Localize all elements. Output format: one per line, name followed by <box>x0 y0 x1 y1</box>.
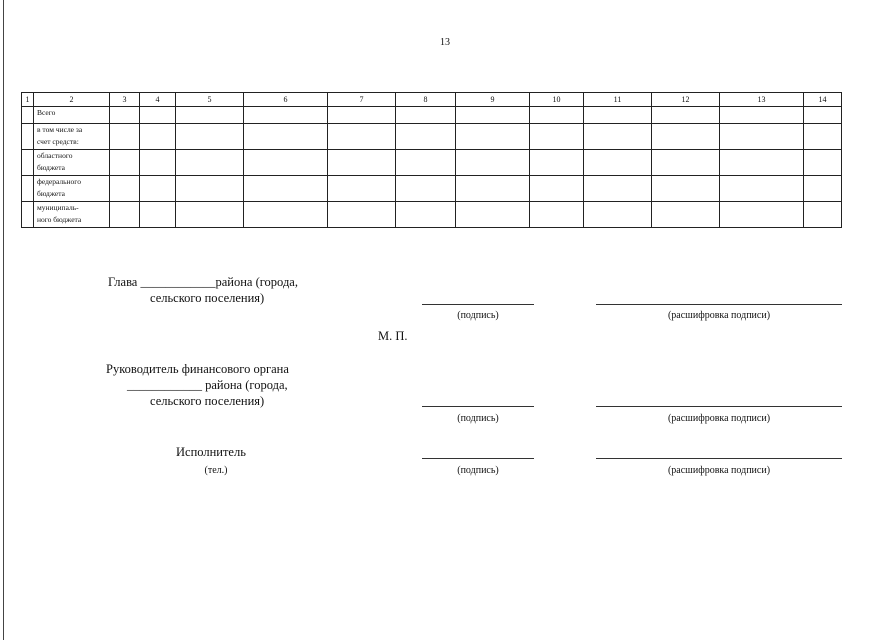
table-cell <box>328 150 396 176</box>
table-row-including <box>22 124 842 150</box>
table-cell <box>244 150 328 176</box>
column-header: 14 <box>804 93 842 107</box>
head-decoding-line <box>596 304 842 305</box>
table-cell <box>110 176 140 202</box>
row-label: федерального бюджета <box>34 176 110 202</box>
table-cell <box>110 150 140 176</box>
table-cell <box>804 176 842 202</box>
table-cell <box>140 202 176 228</box>
table-cell <box>328 202 396 228</box>
head-title-line1: Глава ____________района (города, <box>108 275 298 289</box>
head-title-line2: сельского поселения) <box>150 291 265 305</box>
finance-title-line2: ____________ района (города, <box>127 378 288 392</box>
page-edge-line <box>3 0 4 640</box>
column-header: 7 <box>328 93 396 107</box>
table-cell <box>244 124 328 150</box>
table-cell <box>584 176 652 202</box>
table-cell <box>328 124 396 150</box>
table-cell <box>244 107 328 124</box>
column-header: 10 <box>530 93 584 107</box>
column-header: 3 <box>110 93 140 107</box>
row-label: муниципаль- ного бюджета <box>34 202 110 228</box>
table-cell <box>804 150 842 176</box>
table-cell <box>22 202 34 228</box>
column-header: 12 <box>652 93 720 107</box>
table-cell <box>328 107 396 124</box>
table-cell <box>652 176 720 202</box>
executor-signature-caption: (подпись) <box>457 465 499 476</box>
table-cell <box>456 124 530 150</box>
table-cell <box>140 150 176 176</box>
table-cell <box>720 150 804 176</box>
table-cell <box>652 107 720 124</box>
page-number: 13 <box>440 37 450 48</box>
table-cell <box>584 107 652 124</box>
table-cell <box>396 124 456 150</box>
table-cell <box>176 176 244 202</box>
table-cell <box>456 107 530 124</box>
table-cell <box>530 107 584 124</box>
table-cell <box>804 107 842 124</box>
column-header: 4 <box>140 93 176 107</box>
row-label: Всего <box>34 107 110 124</box>
table-cell <box>804 124 842 150</box>
table-row-federal <box>22 176 842 202</box>
column-header: 13 <box>720 93 804 107</box>
table-cell <box>110 202 140 228</box>
table-cell <box>244 202 328 228</box>
table-cell <box>110 107 140 124</box>
table-cell <box>110 124 140 150</box>
table-cell <box>584 124 652 150</box>
table-cell <box>396 176 456 202</box>
table-cell <box>720 176 804 202</box>
finance-decoding-line <box>596 406 842 407</box>
table-cell <box>140 124 176 150</box>
table-cell <box>530 176 584 202</box>
table-cell <box>584 202 652 228</box>
table-cell <box>140 176 176 202</box>
table-cell <box>456 176 530 202</box>
table-row-regional <box>22 150 842 176</box>
table-cell <box>652 150 720 176</box>
table-cell <box>530 124 584 150</box>
column-header: 9 <box>456 93 530 107</box>
table-cell <box>396 202 456 228</box>
table-cell <box>22 176 34 202</box>
table-cell <box>176 107 244 124</box>
finance-signature-caption: (подпись) <box>457 413 499 424</box>
column-header: 11 <box>584 93 652 107</box>
column-header: 2 <box>34 93 110 107</box>
finance-decoding-caption: (расшифровка подписи) <box>667 413 771 424</box>
table-row-municipal <box>22 202 842 228</box>
head-decoding-caption: (расшифровка подписи) <box>667 310 771 321</box>
budget-table <box>21 92 842 228</box>
head-signature-line <box>422 304 534 305</box>
finance-title-line1: Руководитель финансового органа <box>106 362 289 376</box>
table-cell <box>176 202 244 228</box>
table-cell <box>652 202 720 228</box>
table-cell <box>530 150 584 176</box>
table-cell <box>396 150 456 176</box>
finance-title-line3: сельского поселения) <box>150 394 265 408</box>
table-cell <box>22 107 34 124</box>
executor-decoding-caption: (расшифровка подписи) <box>667 465 771 476</box>
table-cell <box>328 176 396 202</box>
table-cell <box>140 107 176 124</box>
executor-phone: (тел.) <box>204 465 228 476</box>
column-header: 8 <box>396 93 456 107</box>
table-cell <box>530 202 584 228</box>
table-cell <box>244 176 328 202</box>
table-cell <box>584 150 652 176</box>
table-cell <box>804 202 842 228</box>
executor-signature-line <box>422 458 534 459</box>
column-header: 6 <box>244 93 328 107</box>
table-header-row <box>22 93 842 107</box>
table-cell <box>176 124 244 150</box>
table-cell <box>720 124 804 150</box>
row-label: в том числе за счет средств: <box>34 124 110 150</box>
column-header: 5 <box>176 93 244 107</box>
finance-signature-line <box>422 406 534 407</box>
column-header: 1 <box>22 93 34 107</box>
executor-label: Исполнитель <box>176 445 246 459</box>
row-label: областного бюджета <box>34 150 110 176</box>
table-cell <box>456 202 530 228</box>
head-signature-caption: (подпись) <box>457 310 499 321</box>
table-row-total <box>22 107 842 124</box>
executor-decoding-line <box>596 458 842 459</box>
table-cell <box>720 107 804 124</box>
table-cell <box>456 150 530 176</box>
stamp-place: М. П. <box>378 329 408 343</box>
table-cell <box>652 124 720 150</box>
table-cell <box>176 150 244 176</box>
table-cell <box>22 150 34 176</box>
table-cell <box>720 202 804 228</box>
table-cell <box>22 124 34 150</box>
table-cell <box>396 107 456 124</box>
